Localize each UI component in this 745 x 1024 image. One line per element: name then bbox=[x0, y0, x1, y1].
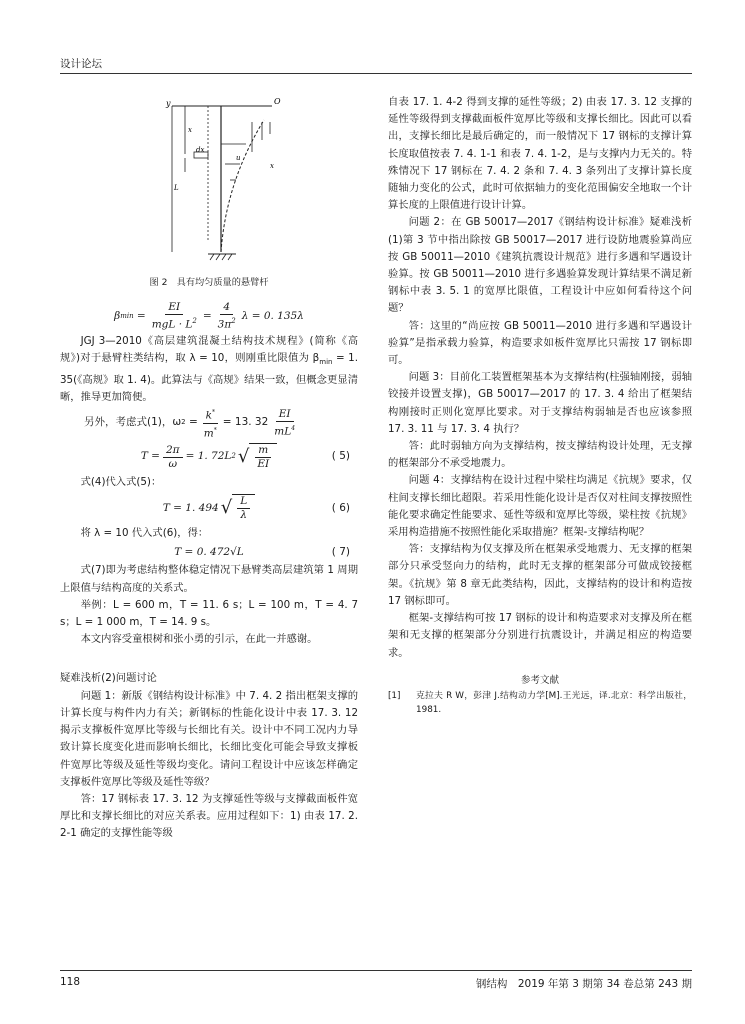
header-rule bbox=[60, 73, 692, 74]
eq6-lhs: T = 1. 494 bbox=[162, 501, 219, 514]
eq5-sq-num: m bbox=[255, 444, 271, 458]
beta-num2: 4 bbox=[220, 301, 233, 315]
eq6-sq-num: L bbox=[237, 495, 250, 509]
answer-1-continued: 自表 17. 1. 4-2 得到支撑的延性等级；2) 由表 17. 3. 12 支撑的延性等级得到支撑截面板件宽厚比等级和支撑长细比。因此可以看出，支撑长细比是最后确定的，而一般情况下 17 钢标的支撑计算长度取值按表 7. 4. 1-1 和表 7. 4. 1-2，是与支撑内力无关的。特殊情况下 17 钢标在 7. 4. 2 条和 7. 4. 3 条列出了支撑计算长度随轴力变化的公式，此时可依据轴力的变化范围偏安全地取一个计算长度的上限值进行设计计算。 bbox=[388, 96, 692, 212]
paragraph-lambda-10: 将 λ = 10 代入式(6)，得： bbox=[80, 527, 209, 540]
figure-cantilever bbox=[60, 92, 358, 270]
paragraph-frame-brace: 框架-支撑结构可按 17 钢标的设计和构造要求对支撑及所在框架和无支撑的框架部分分别进行抗震设计，并满足相应的构造要求。 bbox=[388, 612, 692, 659]
left-column bbox=[60, 92, 358, 843]
label-x-top: x bbox=[188, 126, 192, 134]
equation-beta: β min = $\frac{EI}{mgL \cdot L^2}$ = $\frac{4}{3\pi^2}$ λ = 0. 135λ bbox=[114, 300, 304, 331]
omega-den1: m bbox=[203, 427, 214, 440]
answer-3: 答：此时弱轴方向为支撑结构，按支撑结构设计处理，无支撑的框架部分不承受地震力。 bbox=[388, 440, 692, 470]
beta-lhs-sub: min bbox=[120, 311, 134, 320]
paragraph-examples: 举例：L = 600 m，T = 11. 6 s；L = 100 m，T = 4. 7 s；L = 1 000 m，T = 14. 9 s。 bbox=[60, 598, 358, 629]
equation-omega: 另外，考虑式(1)，ω 2 = $\frac{k^*}{m^*}$ = 13. 32 $\frac{EI}{mL^4}$ bbox=[84, 407, 296, 440]
label-x-right: x bbox=[270, 162, 274, 170]
footer-rule bbox=[60, 970, 692, 971]
question-1: 问题 1：新版《钢结构设计标准》中 7. 4. 2 指出框架支撑的计算长度与构件内力有关；新钢标的性能化设计中表 17. 3. 12 揭示支撑板件宽厚比等级与长细比有关。设计中不同工况内力导致计算长度变化进而影响长细比，长细比变化可能会导致支撑板件宽厚比等级及延性等级均变化。请问工程设计中应该怎样确定支撑板件宽厚比等级及延性等级？ bbox=[60, 689, 358, 788]
paragraph-gaogui bbox=[60, 333, 358, 406]
section-title: 疑难浅析(2)问题讨论 bbox=[60, 672, 157, 685]
beta-num1: EI bbox=[165, 301, 183, 315]
journal-info: 钢结构 2019 年第 3 期第 34 卷总第 243 期 bbox=[475, 978, 692, 990]
references-title: 参考文献 bbox=[520, 674, 559, 686]
reference-1 bbox=[388, 689, 692, 717]
equation-5: T = $\frac{2\pi}{\omega}$ = 1. 72L 2 √ $\frac{m}{EI}$ ( 5) bbox=[140, 443, 350, 471]
equation-7 bbox=[60, 542, 358, 562]
eq5-num: 2π bbox=[163, 444, 183, 458]
cantilever-diagram bbox=[60, 92, 358, 270]
p1-tail: = 1. 35(《高规》取 1. 4)。此算法与《高规》结果一致，但概念更显清晰，推导更加简便。 bbox=[60, 352, 359, 403]
omega-mid: = 13. 32 bbox=[222, 416, 269, 429]
paragraph-sub-4-into-5: 式(4)代入式(5)： bbox=[80, 476, 162, 489]
omega-num2: EI bbox=[276, 408, 294, 422]
page-number: 118 bbox=[60, 976, 81, 988]
eq5-lhs: T = bbox=[140, 450, 160, 463]
p2-lead: 另外，考虑式(1)，ω bbox=[84, 416, 182, 429]
paragraph-eq7-meaning: 式(7)即为考虑结构整体稳定情况下悬臂类高层建筑第 1 周期上限值与结构高度的关系式。 bbox=[60, 564, 358, 594]
reference-1-number: [1] bbox=[388, 690, 401, 701]
eq5-den: ω bbox=[168, 457, 178, 470]
question-4: 问题 4：支撑结构在设计过程中梁柱均满足《抗规》要求，仅柱间支撑长细比超限。若采用性能化设计是否仅对柱间支撑按照性能化要求确定性能要求、延性等级和宽厚比等级，梁柱按《抗规》采用构造措施不按照性能化采取措施？框架-支撑结构呢？ bbox=[388, 474, 692, 539]
running-header: 设计论坛 bbox=[60, 58, 102, 70]
eq5-sq-den: EI bbox=[257, 458, 270, 471]
answer-1: 答：17 钢标表 17. 3. 12 为支撑延性等级与支撑截面板件宽厚比和支撑长细比的对应关系表。应用过程如下：1) 由表 17. 2. 2-1 确定的支撑性能等级 bbox=[60, 792, 358, 840]
p1-text: JGJ 3—2010《高层建筑混凝土结构技术规程》(简称《高规》)对于悬臂柱类结构，取 λ = 10，则刚重比限值为 β bbox=[60, 335, 358, 365]
eq6-number: ( 6) bbox=[331, 501, 350, 514]
answer-4: 答：支撑结构为仅支撑及所在框架承受地震力、无支撑的框架部分只承受竖向力的结构，此时无支撑的框架部分可做成铰接框架。《抗规》第 8 章无此类结构，因此，支撑结构的设计和构造按 17 钢标即可。 bbox=[388, 543, 692, 607]
question-3: 问题 3：目前化工装置框架基本为支撑结构(柱强轴刚接，弱轴铰接并设置支撑)，GB 50017—2017 的 17. 3. 4 给出了框架结构刚接时正则化宽厚比要求。对于支撑结构弱轴是否也应该参照 17. 3. 11 与 17. 3. 4 执行？ bbox=[388, 371, 692, 435]
label-L: L bbox=[174, 184, 179, 192]
right-column bbox=[388, 94, 692, 717]
answer-2: 答：这里的“尚应按 GB 50011—2010 进行多遇和罕遇设计验算”是指承载力验算，构造要求如板件宽厚比只需按 17 钢标即可。 bbox=[388, 319, 692, 367]
omega-den2: mL bbox=[274, 425, 292, 438]
beta-rhs: λ = 0. 135λ bbox=[241, 309, 304, 322]
reference-1-text: 克拉夫 R W，彭津 J.结构动力学[M].王光远，译.北京：科学出版社，1981. bbox=[416, 690, 692, 715]
eq5-number: ( 5) bbox=[331, 450, 350, 463]
beta-den2: 3π bbox=[217, 318, 232, 331]
label-o: O bbox=[274, 97, 281, 106]
label-y: y bbox=[166, 99, 171, 108]
paragraph-acknowledgement: 本文内容受童根树和张小勇的引示，在此一并感谢。 bbox=[80, 633, 318, 646]
beta-den1: mgL · L bbox=[151, 318, 193, 331]
eq6-sq-den: λ bbox=[240, 509, 247, 522]
equation-6: T = 1. 494 √ $\frac{L}{\lambda}$ ( 6) bbox=[162, 495, 350, 522]
eq7-number: ( 7) bbox=[331, 545, 350, 558]
eq7-text: T = 0. 472√L bbox=[174, 545, 244, 558]
omega-num1: k bbox=[205, 409, 212, 422]
question-2: 问题 2：在 GB 50017—2017《钢结构设计标准》疑难浅析(1)第 3 节中指出除按 GB 50017—2017 进行设防地震验算尚应按 GB 50011—2010《建筑抗震设计规范》进行多遇和罕遇设计验算。按 GB 50011—2010 进行多遇验算发现计算结果不满足新钢标中表 3. 5. 1 的宽厚比限值，工程设计中应如何看待这个问题？ bbox=[388, 216, 692, 315]
label-dx: dx bbox=[196, 146, 205, 154]
p1-sub: min bbox=[319, 358, 333, 367]
beta-lhs: β bbox=[114, 309, 121, 322]
eq5-mid: = 1. 72L bbox=[185, 450, 232, 463]
figure-caption: 图 2 具有均匀质量的悬臂杆 bbox=[149, 277, 269, 288]
label-u: u bbox=[236, 154, 241, 162]
